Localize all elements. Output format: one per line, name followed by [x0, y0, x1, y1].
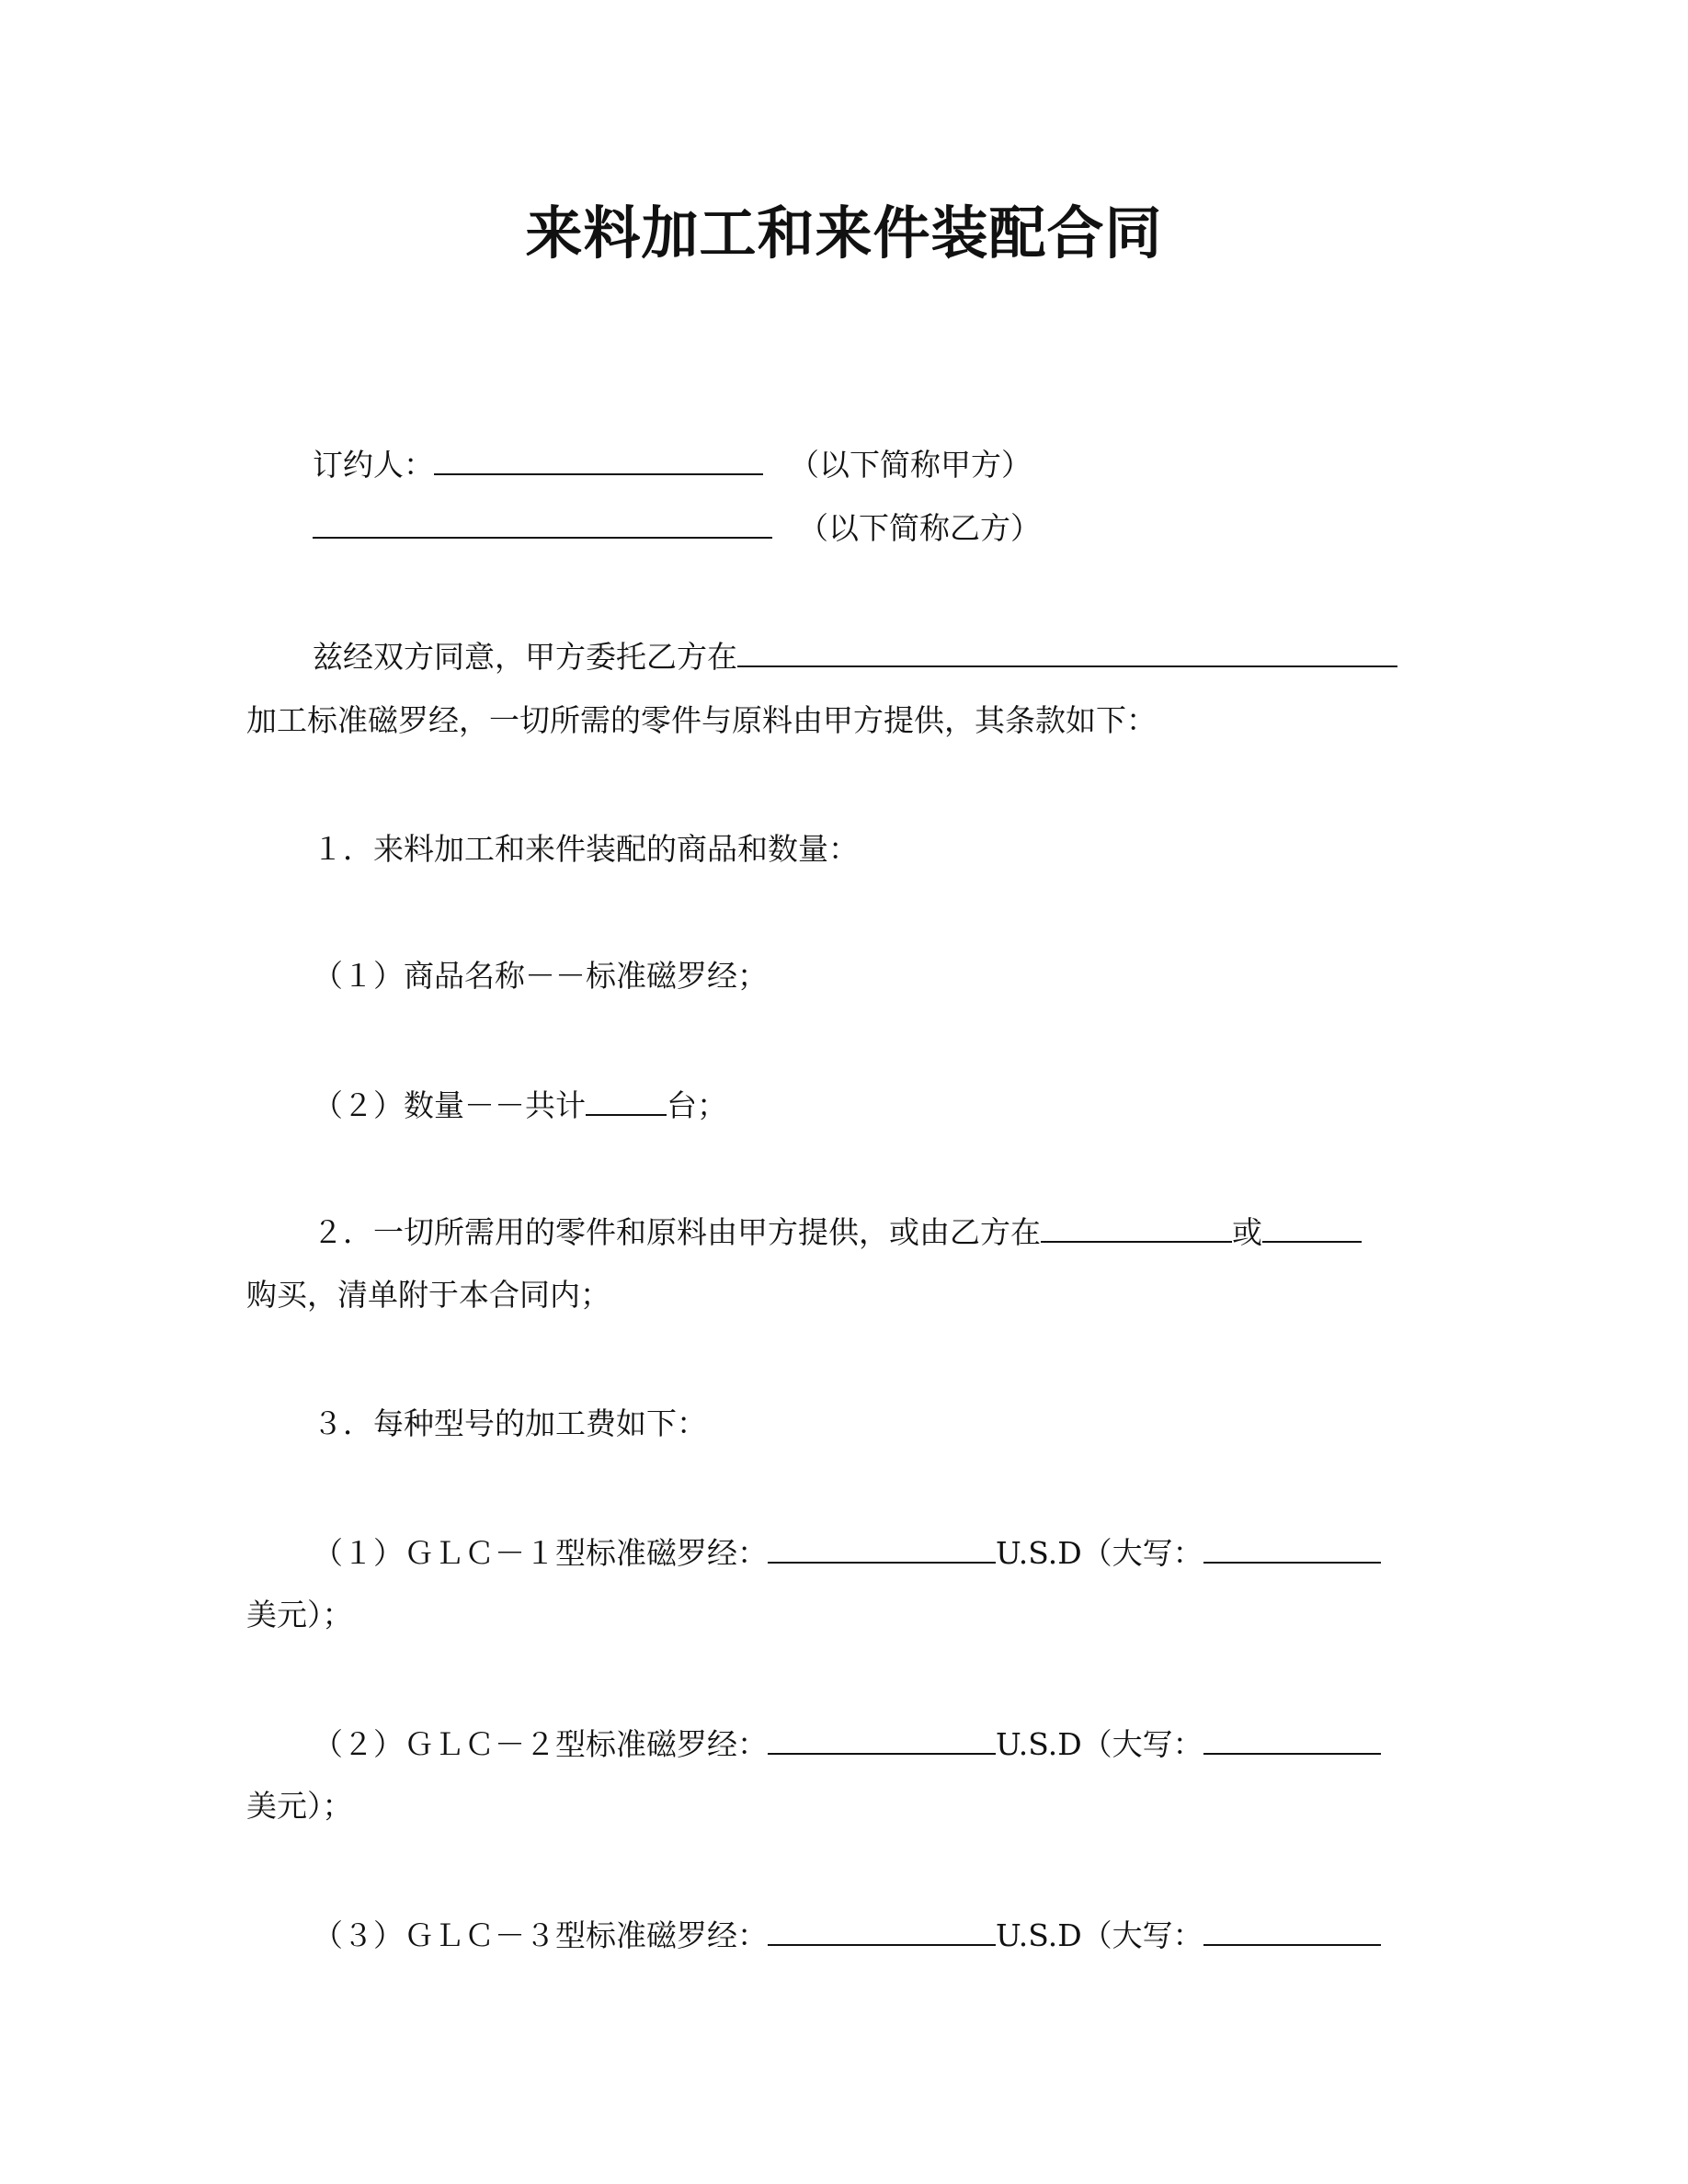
clause-2-text: ２．一切所需用的零件和原料由甲方提供，或由乙方在	[313, 1214, 1041, 1250]
intro-location-blank	[737, 636, 1397, 667]
party-b-note: （以下简称乙方）	[798, 510, 1041, 546]
fee-item-3-label: （３）ＧＬＣ－３型标准磁罗经：	[313, 1917, 768, 1953]
fee-item-2-words-blank	[1203, 1723, 1381, 1755]
fee-item-1-unit: 美元）；	[246, 1597, 353, 1632]
clause-3-heading: ３．每种型号的加工费如下：	[313, 1405, 707, 1441]
party-a-line	[313, 444, 1032, 485]
fee-item-2-unit: 美元）；	[246, 1788, 353, 1824]
clause-2-blank-2	[1262, 1211, 1362, 1243]
fee-item-2-currency: U.S.D（大写：	[996, 1726, 1203, 1762]
fee-item-2-amount-blank	[768, 1723, 996, 1755]
party-b-blank	[313, 507, 772, 539]
clause-2-line-1	[313, 1211, 1362, 1253]
clause-2-line-2: 购买，清单附于本合同内；	[246, 1277, 610, 1313]
fee-item-3	[313, 1915, 1381, 1956]
quantity-prefix: （２）数量－－共计	[313, 1087, 586, 1123]
fee-item-3-amount-blank	[768, 1915, 996, 1946]
fee-item-2	[313, 1723, 1381, 1765]
fee-item-1-amount-blank	[768, 1532, 996, 1564]
intro-line-2: 加工标准磁罗经，一切所需的零件与原料由甲方提供，其条款如下：	[246, 702, 1157, 738]
party-a-note: （以下简称甲方）	[789, 447, 1032, 483]
fee-item-1-label: （１）ＧＬＣ－１型标准磁罗经：	[313, 1535, 768, 1571]
party-b-line	[313, 507, 1041, 549]
fee-item-3-currency: U.S.D（大写：	[996, 1917, 1203, 1953]
clause-1-heading: １．来料加工和来件装配的商品和数量：	[313, 831, 859, 867]
fee-item-1-currency: U.S.D（大写：	[996, 1535, 1203, 1571]
clause-1-item-1: （１）商品名称－－标准磁罗经；	[313, 958, 768, 994]
fee-item-1-words-blank	[1203, 1532, 1381, 1564]
fee-item-1	[313, 1532, 1381, 1574]
fee-item-2-label: （２）ＧＬＣ－２型标准磁罗经：	[313, 1726, 768, 1762]
party-a-blank	[434, 444, 763, 475]
intro-text-1: 兹经双方同意，甲方委托乙方在	[313, 639, 737, 675]
clause-2-or: 或	[1232, 1214, 1262, 1250]
intro-line-1	[313, 636, 1397, 677]
clause-1-item-2	[313, 1085, 727, 1126]
party-a-label: 订约人：	[313, 447, 434, 483]
quantity-suffix: 台；	[667, 1087, 727, 1123]
clause-2-blank-1	[1041, 1211, 1232, 1243]
quantity-blank	[586, 1085, 667, 1116]
document-title: 来料加工和来件装配合同	[525, 199, 1163, 267]
fee-item-3-words-blank	[1203, 1915, 1381, 1946]
